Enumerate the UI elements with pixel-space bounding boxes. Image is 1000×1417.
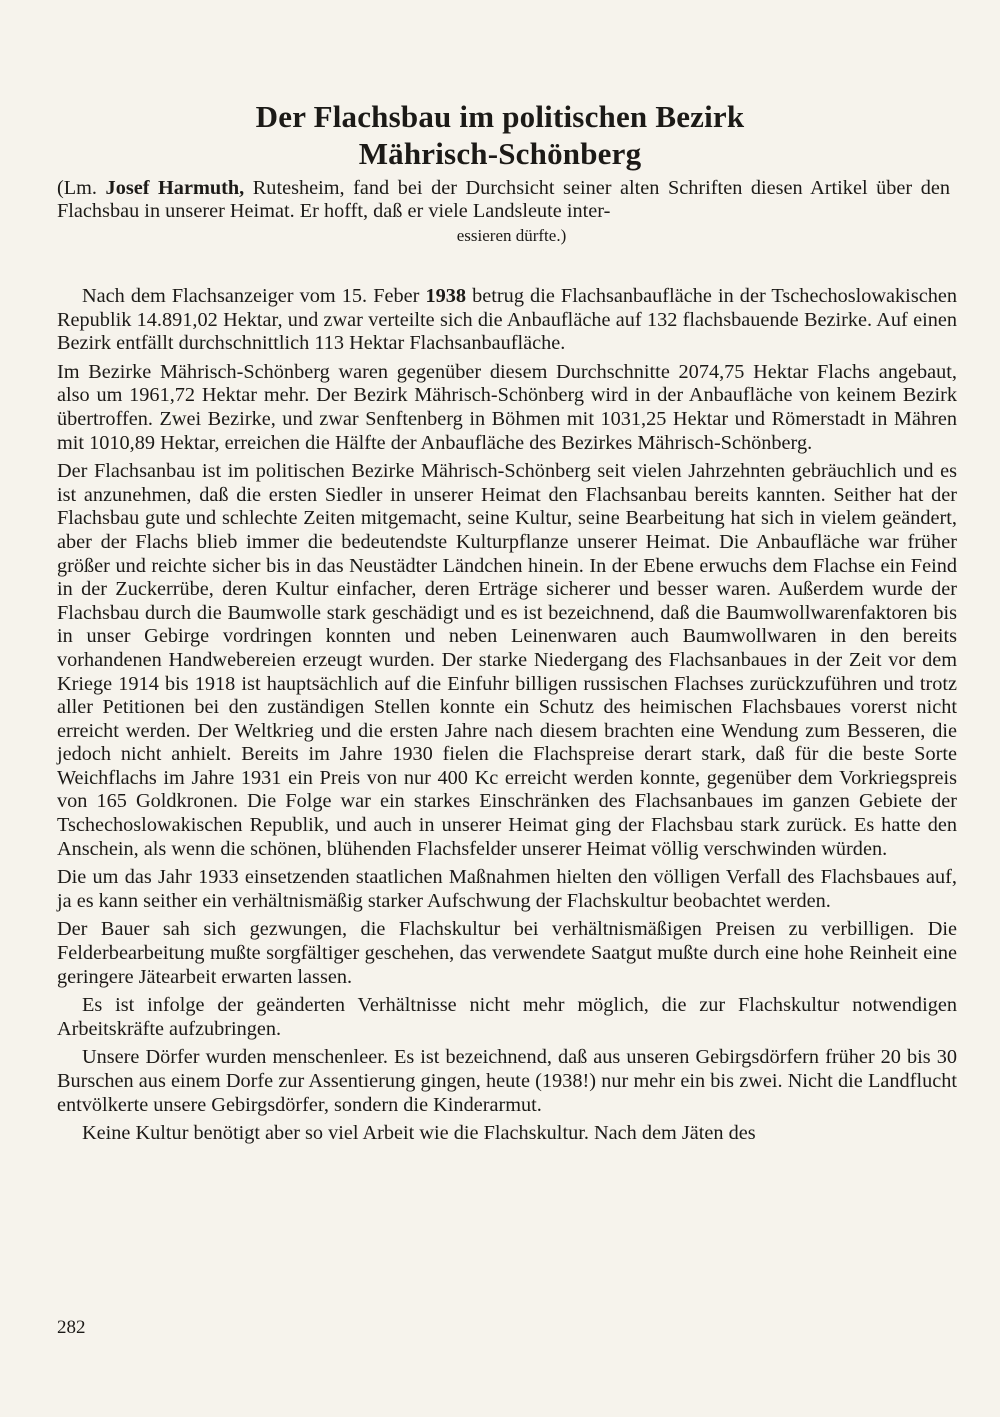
paragraph-8: Keine Kultur benötigt aber so viel Arbeit wie die Flachskultur. Nach dem Jäten des [82, 1122, 756, 1145]
paragraph-1 [57, 285, 957, 356]
paragraph-4: Die um das Jahr 1933 einsetzenden staatlichen Maßnahmen hielten den völligen Verfall des Flachsbaues auf, ja es kann seither ein verhältnismäßig starker Aufschwung der Flachskultur beobachtet werden. [57, 866, 957, 912]
article-title-line-2: Mährisch-Schönberg [358, 136, 642, 171]
paragraph-7: Unsere Dörfer wurden menschenleer. Es ist bezeichnend, daß aus unseren Gebirgsdörfern früher 20 bis 30 Burschen aus einem Dorfe zur Assentierung gingen, heute (1938!) nur mehr ein bis zwei. Nicht die Landflucht entvölkerte unsere Gebirgsdörfer, sondern die Kinderarmut. [57, 1046, 957, 1116]
intro-author: Josef Harmuth, [105, 177, 245, 199]
paragraph-1-before: Nach dem Flachsanzeiger vom 15. Feber [82, 285, 426, 307]
intro-text: Rutesheim, fand bei der Durchsicht seiner alten Schriften diesen Artikel über den Flachsbau in unserer Heimat. Er hofft, daß er viele Landsleute inter- [57, 177, 950, 223]
page-number: 282 [57, 1317, 86, 1338]
article-title-line-1: Der Flachsbau im politischen Bezirk [255, 99, 745, 134]
paragraph-1-after: betrug die Flachsanbaufläche in der Tschechoslowakischen Republik 14.891,02 Hektar, und zwar verteilte sich die Anbaufläche auf 132 flachsbauende Bezirke. Auf einen Bezirk entfällt durchschnittlich 113 Hektar Flachsanbaufläche. [57, 285, 957, 355]
article-body [57, 285, 957, 1151]
paragraph-5: Der Bauer sah sich gezwungen, die Flachskultur bei verhältnismäßigen Preisen zu verbilligen. Die Felderbearbeitung mußte sorgfältiger geschehen, das verwendete Saatgut mußte durch eine hohe Reinheit eine geringere Jätearbeit erwarten lassen. [57, 918, 957, 988]
paragraph-2: Im Bezirke Mährisch-Schönberg waren gegenüber diesem Durchschnitte 2074,75 Hektar Flachs angebaut, also um 1961,72 Hektar mehr. Der Bezirk Mährisch-Schönberg wird in der Anbaufläche von keinem Bezirk übertroffen. Zwei Bezirke, und zwar Senftenberg in Böhmen mit 1031,25 Hektar und Römerstadt in Mähren mit 1010,89 Hektar, erreichen die Hälfte der Anbaufläche des Bezirkes Mährisch-Schönberg. [57, 360, 957, 454]
intro-last-line: essieren dürfte.) [456, 225, 567, 245]
paragraph-1-year: 1938 [425, 285, 467, 307]
paragraph-6: Es ist infolge der geänderten Verhältnisse nicht mehr möglich, die zur Flachskultur notwendigen Arbeitskräfte aufzubringen. [57, 994, 957, 1040]
article-intro [57, 177, 950, 247]
paragraph-3: Der Flachsanbau ist im politischen Bezirke Mährisch-Schönberg seit vielen Jahrzehnten gebräuchlich und es ist anzunehmen, daß die ersten Siedler in unserer Heimat den Flachsanbau bereits kannten. Seither hat der Flachsbau gute und schlechte Zeiten mitgemacht, seine Kultur, seine Bearbeitung hat sich in vielem geändert, aber der Flachs blieb immer die bedeutendste Kulturpflanze unserer Heimat. Die Anbaufläche war früher größer und reichte sicher bis in das Neustädter Ländchen hinein. In der Ebene erwuchs dem Flachse ein Feind in der Zuckerrübe, deren Kultur einfacher, deren Erträge sicherer und besser waren. Außerdem wurde der Flachsbau durch die Baumwolle stark geschädigt und es ist bezeichnend, daß die Baumwollwarenfaktoren bis in unser Gebirge vordringen konnten und neben Leinenwaren auch Baumwollwaren in den bereits vorhandenen Handwebereien erzeugt wurden. Der starke Niedergang des Flachsanbaues in der Zeit vor dem Kriege 1914 bis 1918 ist hauptsächlich auf die Einfuhr billigen russischen Flachses zurückzuführen und trotz aller Petitionen bei den zuständigen Stellen konnte ein Schutz des heimischen Flachsbaues vorerst nicht erreicht werden. Der Weltkrieg und die ersten Jahre nach diesem brachten eine Wendung zum Besseren, die jedoch nicht anhielt. Bereits im Jahre 1930 fielen die Flachspreise derart stark, daß für die beste Sorte Weichflachs im Jahre 1931 ein Preis von nur 400 Kc erreicht werden konnte, gegenüber dem Vorkriegspreis von 165 Goldkronen. Die Folge war ein starkes Einschränken des Flachsanbaues im ganzen Gebiete der Tschechoslowakischen Republik, und auch in unserer Heimat ging der Flachsbau stark zurück. Es hatte den Anschein, als wenn die schönen, blühenden Flachsfelder unserer Heimat völlig verschwinden würden. [57, 460, 957, 860]
intro-prefix: (Lm. [57, 177, 106, 199]
